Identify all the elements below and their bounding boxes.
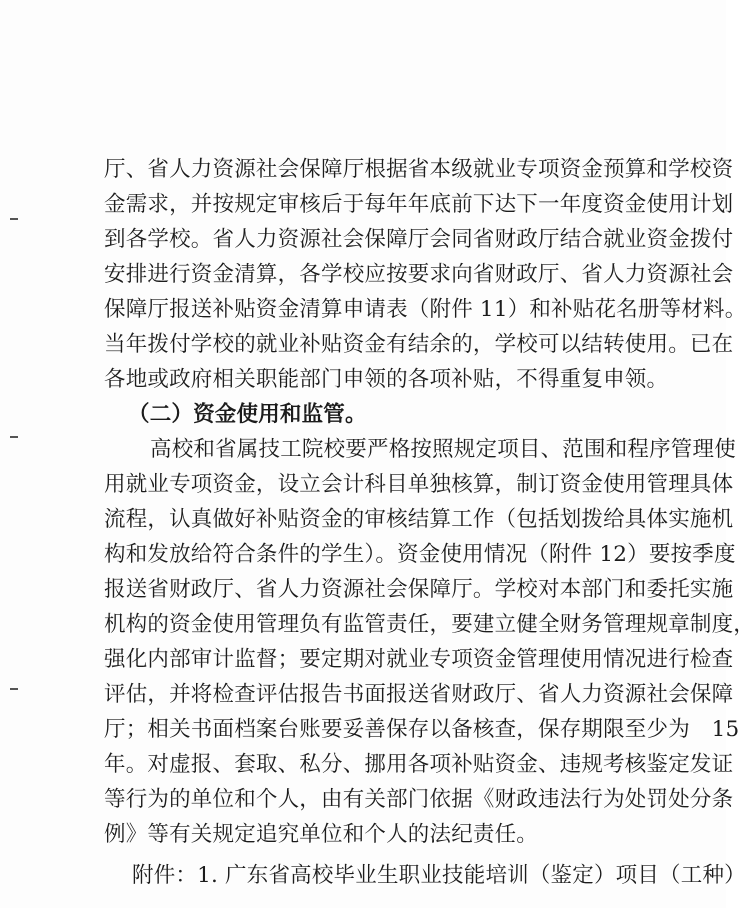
text-line: 强化内部审计监督；要定期对就业专项资金管理使用情况进行检查 bbox=[104, 647, 734, 672]
section-heading: （二）资金使用和监管。 bbox=[128, 402, 367, 427]
text-line: 厅；相关书面档案台账要妥善保存以备核查，保存期限至少为 15 bbox=[104, 717, 740, 742]
text-line: 各地或政府相关职能部门申领的各项补贴，不得重复申领。 bbox=[104, 367, 669, 392]
margin-mark bbox=[10, 688, 18, 690]
text-line: 厅、省人力资源社会保障厅根据省本级就业专项资金预算和学校资 bbox=[104, 157, 734, 182]
text-line: 年。对虚报、套取、私分、挪用各项补贴资金、违规考核鉴定发证 bbox=[104, 752, 734, 777]
text-line: 流程，认真做好补贴资金的审核结算工作（包括划拨给具体实施机 bbox=[104, 507, 734, 532]
text-line: 当年拨付学校的就业补贴资金有结余的，学校可以结转使用。已在 bbox=[104, 332, 734, 357]
text-line: 报送省财政厅、省人力资源社会保障厅。学校对本部门和委托实施 bbox=[104, 577, 734, 602]
text-line: 保障厅报送补贴资金清算申请表（附件 11）和补贴花名册等材料。 bbox=[104, 297, 747, 322]
margin-mark bbox=[10, 218, 18, 220]
text-line: 用就业专项资金，设立会计科目单独核算，制订资金使用管理具体 bbox=[104, 472, 734, 497]
text-line: 安排进行资金清算，各学校应按要求向省财政厅、省人力资源社会 bbox=[104, 262, 734, 287]
text-line: 高校和省属技工院校要严格按照规定项目、范围和程序管理使 bbox=[150, 437, 736, 462]
text-line: 到各学校。省人力资源社会保障厅会同省财政厅结合就业资金拨付 bbox=[104, 227, 734, 252]
text-line: 金需求，并按规定审核后于每年年底前下达下一年度资金使用计划 bbox=[104, 192, 734, 217]
attachment-line: 附件：1. 广东省高校毕业生职业技能培训（鉴定）项目（工种） bbox=[132, 863, 746, 888]
text-line: 例》等有关规定追究单位和个人的法纪责任。 bbox=[104, 822, 539, 847]
text-line: 评估，并将检查评估报告书面报送省财政厅、省人力资源社会保障 bbox=[104, 682, 734, 707]
margin-mark bbox=[10, 436, 18, 438]
text-line: 机构的资金使用管理负有监管责任，要建立健全财务管理规章制度， bbox=[104, 612, 755, 637]
text-line: 等行为的单位和个人，由有关部门依据《财政违法行为处罚处分条 bbox=[104, 787, 734, 812]
text-line: 构和发放给符合条件的学生）。资金使用情况（附件 12）要按季度 bbox=[104, 542, 736, 567]
